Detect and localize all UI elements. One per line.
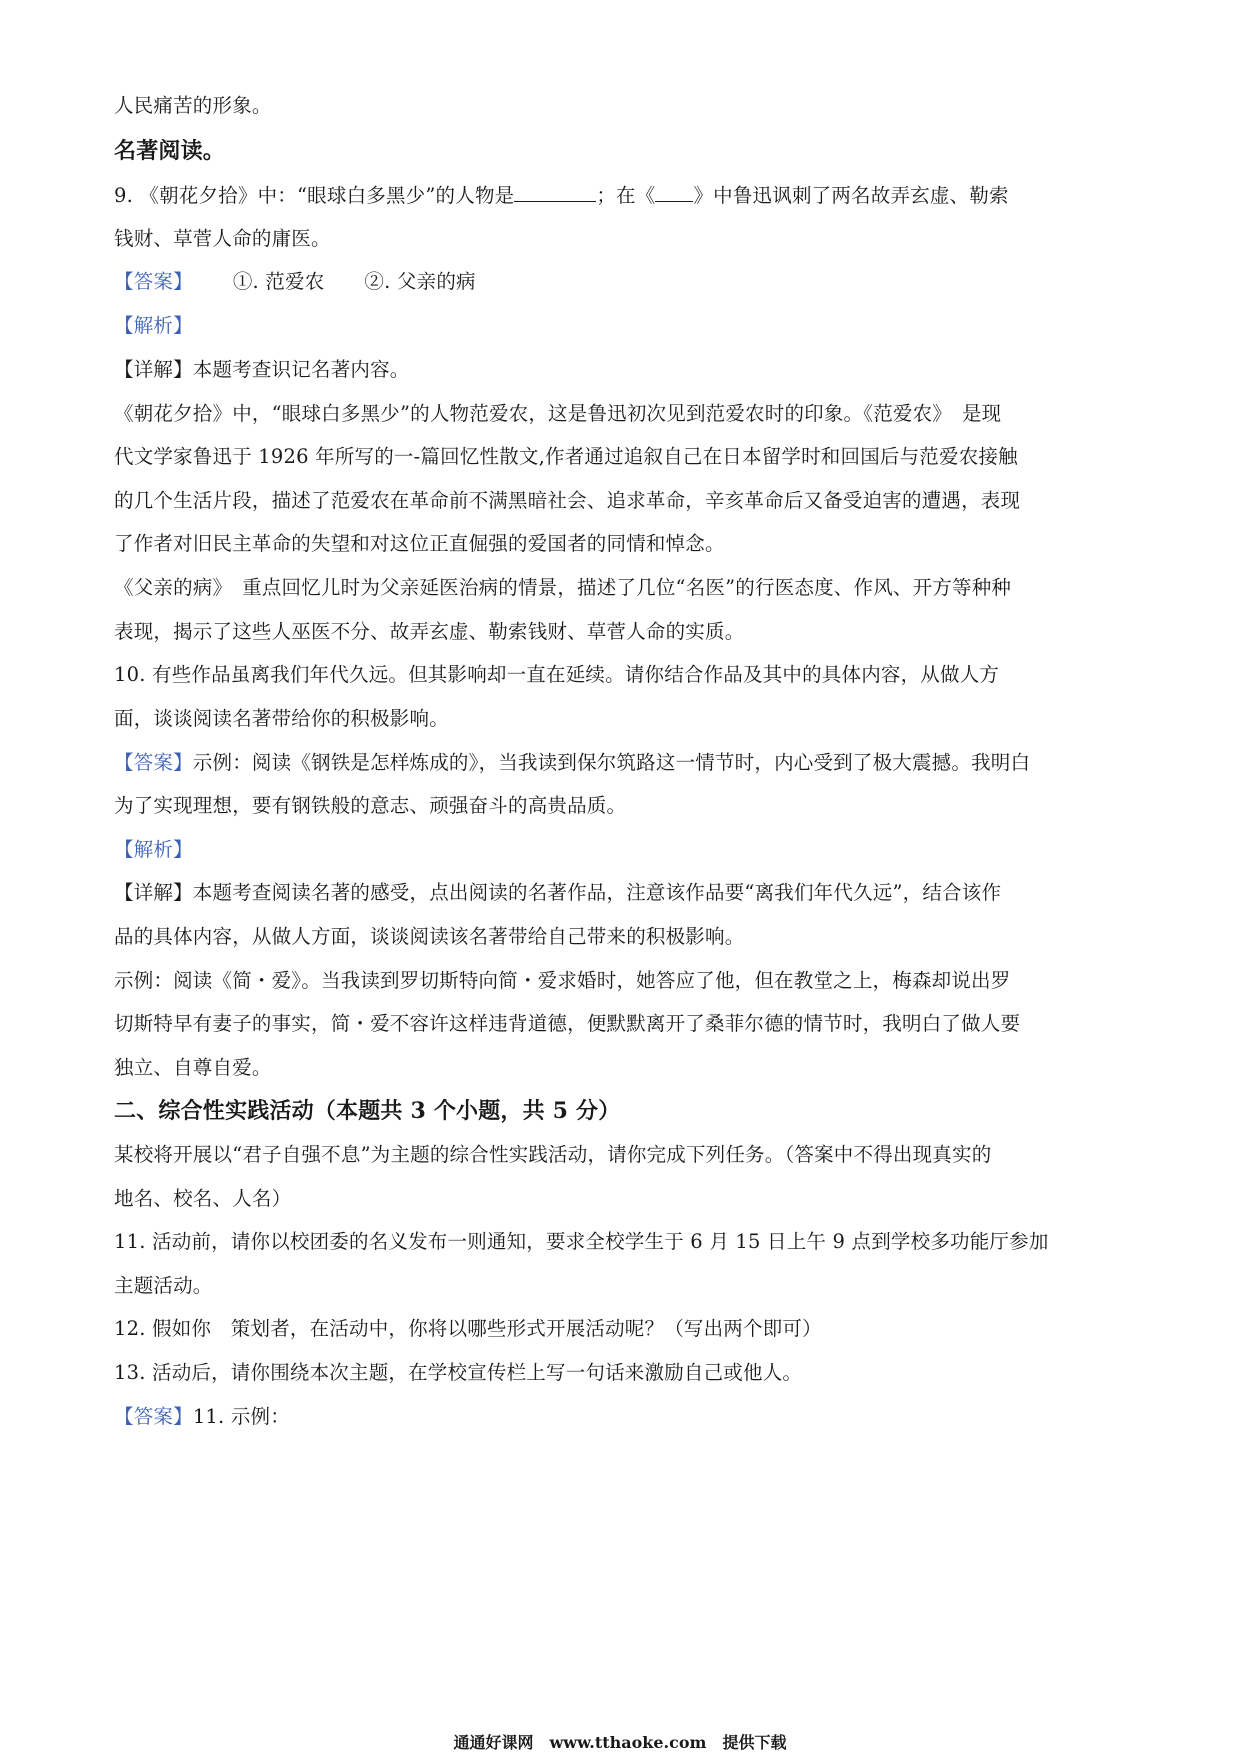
- analysis-tag: 【解析】: [114, 314, 193, 337]
- answer-tag: 【答案】: [114, 1405, 193, 1428]
- analysis-tag: 【解析】: [114, 838, 193, 861]
- text-line: 【详解】本题考查识记名著内容。: [114, 358, 410, 381]
- question-13: 13. 活动后，请你围绕本次主题，在学校宣传栏上写一句话来激励自己或他人。: [114, 1361, 803, 1384]
- answer-text: 11. 示例：: [192, 1405, 290, 1428]
- answer-line: [114, 268, 1134, 296]
- answer-blank: [514, 181, 596, 202]
- section-heading: 名著阅读。: [114, 138, 226, 164]
- text-line: 面，谈谈阅读名著带给你的积极影响。: [114, 707, 449, 730]
- answer-line: [114, 1403, 1134, 1431]
- text-line: 《朝花夕拾》中，“眼球白多黑少”的人物范爱农，这是鲁迅初次见到范爱农时的印象。《范爱农》 是现: [114, 402, 1002, 425]
- text-line: 钱财、草菅人命的庸医。: [114, 227, 331, 250]
- answer-item: ②. 父亲的病: [364, 270, 476, 293]
- question-9: [114, 181, 1134, 210]
- text-line: 代文学家鲁迅于 1926 年所写的一-篇回忆性散文,作者通过追叙自己在日本留学时和回国后与范爱农接触: [114, 445, 1018, 468]
- question-11: 11. 活动前，请你以校团委的名义发布一则通知，要求全校学生于 6 月 15 日上午 9 点到学校多功能厅参加: [114, 1230, 1049, 1253]
- answer-blank: [655, 181, 693, 202]
- text-line: 了作者对旧民主革命的失望和对这位正直倔强的爱国者的同情和悼念。: [114, 532, 725, 555]
- question-text: 9. 《朝花夕拾》中：“眼球白多黑少”的人物是: [114, 184, 515, 207]
- answer-tag: 【答案】: [114, 751, 193, 774]
- text-line: 【详解】本题考查阅读名著的感受，点出阅读的名著作品，注意该作品要“离我们年代久远”，结合该作: [114, 881, 1002, 904]
- question-text: 》中鲁迅讽刺了两名故弄玄虚、勒索: [693, 184, 1009, 207]
- text-line: 主题活动。: [114, 1274, 213, 1297]
- question-12: 12. 假如你 策划者，在活动中，你将以哪些形式开展活动呢？（写出两个即可）: [114, 1317, 822, 1340]
- text-line: 人民痛苦的形象。: [114, 94, 272, 117]
- text-line: 《父亲的病》 重点回忆儿时为父亲延医治病的情景，描述了几位“名医”的行医态度、作风、开方等种种: [114, 576, 1012, 599]
- text-line: 示例：阅读《简・爱》。当我读到罗切斯特向简・爱求婚时，她答应了他，但在教堂之上，梅森却说出罗: [114, 969, 1011, 992]
- text-line: 独立、自尊自爱。: [114, 1056, 272, 1079]
- text-line: 的几个生活片段，描述了范爱农在革命前不满黑暗社会、追求革命，辛亥革命后又备受迫害的遭遇，表现: [114, 489, 1021, 512]
- page-footer: 通通好课网 www.tthaoke.com 提供下载: [453, 1733, 787, 1752]
- text-line: 切斯特早有妻子的事实，简・爱不容许这样违背道德，便默默离开了桑菲尔德的情节时，我明白了做人要: [114, 1012, 1021, 1035]
- answer-item: ①. 范爱农: [232, 270, 325, 293]
- question-10: 10. 有些作品虽离我们年代久远。但其影响却一直在延续。请你结合作品及其中的具体内容，从做人方: [114, 663, 1000, 686]
- text-line: 某校将开展以“君子自强不息”为主题的综合性实践活动，请你完成下列任务。（答案中不得出现真实的: [114, 1143, 992, 1166]
- question-text: ；在《: [596, 184, 656, 207]
- text-line: 地名、校名、人名）: [114, 1187, 292, 1210]
- text-line: 为了实现理想，要有钢铁般的意志、顽强奋斗的高贵品质。: [114, 794, 627, 817]
- section-heading: 二、综合性实践活动（本题共 3 个小题，共 5 分）: [114, 1098, 621, 1124]
- text-line: 品的具体内容，从做人方面，谈谈阅读该名著带给自己带来的积极影响。: [114, 925, 745, 948]
- answer-tag: 【答案】: [114, 270, 193, 293]
- text-line: 表现，揭示了这些人巫医不分、故弄玄虚、勒索钱财、草菅人命的实质。: [114, 620, 745, 643]
- answer-line: [114, 749, 1134, 777]
- answer-text: 示例：阅读《钢铁是怎样炼成的》，当我读到保尔筑路这一情节时，内心受到了极大震撼。我明白: [192, 751, 1031, 774]
